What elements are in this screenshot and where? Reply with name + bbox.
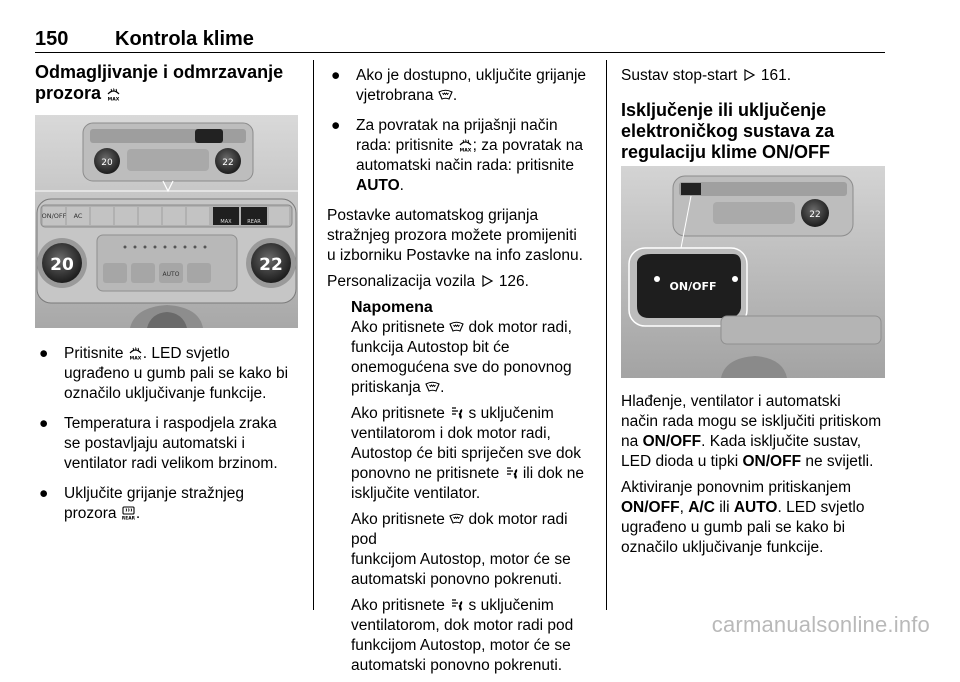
fan-icon [449, 406, 464, 420]
note-paragraph: Ako pritisnete dok motor radi pod funkcijom Autostop, motor će se automatski ponovno pokrenuti. [351, 511, 571, 588]
note-paragraph: Ako pritisnete s uključenim ventilatorom i dok motor radi, Autostop će biti spriječen sve dok ponovno ne pritisnete ili dok ne isključite ventilator. [351, 405, 585, 502]
list-item: ● Temperatura i raspodjela zraka se postavljaju automatski i ventilator radi velikom brzinom. [39, 415, 278, 472]
photo-onoff-label: ON/OFF [669, 280, 717, 293]
page-reference-arrow-icon [742, 68, 757, 82]
heated-windscreen-icon [449, 512, 464, 526]
windscreen-defrost-max-icon [128, 346, 143, 360]
heated-windscreen-icon [449, 320, 464, 334]
photo-temp-right: 22 [809, 210, 821, 220]
panel-temp-left: 20 [50, 255, 74, 275]
paragraph: Personalizacija vozila 126. [327, 273, 529, 290]
windscreen-defrost-max-icon [106, 87, 121, 101]
header-rule [35, 52, 885, 53]
panel-temp-right: 22 [259, 255, 283, 275]
note-title: Napomena [351, 299, 433, 316]
fan-icon [504, 466, 519, 480]
panel-ac-label: AC [73, 212, 83, 220]
watermark: carmanualsonline.info [711, 612, 930, 637]
fan-icon [449, 598, 464, 612]
panel-auto-label: AUTO [162, 271, 180, 278]
page-reference-arrow-icon [480, 274, 495, 288]
list-item: ● Ako je dostupno, uključite grijanje vjetrobrana . [331, 67, 587, 104]
heated-windscreen-icon [438, 88, 453, 102]
onoff-button-photo [621, 166, 885, 378]
section-heading-onoff: Isključenje ili uključenje elektroničkog sustava za regulaciju klime ON/OFF [621, 100, 835, 162]
panel-onoff-label: ON/OFF [41, 212, 67, 220]
panel-max-label: MAX [220, 219, 232, 225]
note-paragraph: Ako pritisnete dok motor radi, funkcija Autostop bit će onemogućena sve do ponovnog pritiskanja . [351, 319, 572, 396]
column-divider-2 [606, 60, 607, 610]
panel-temp-right-small: 22 [222, 158, 234, 168]
page-header [35, 28, 885, 53]
heated-windscreen-icon [425, 380, 440, 394]
climate-panel-photo [35, 115, 298, 328]
paragraph: Postavke automatskog grijanja stražnjeg prozora možete promijeniti u izborniku Postavke na info zaslonu. [327, 207, 583, 264]
chapter-title: Kontrola klime [115, 28, 254, 50]
list-item: ● Pritisnite . LED svjetlo ugrađeno u gumb pali se kako bi označilo uključivanje funkcije. [39, 345, 289, 402]
paragraph: Aktiviranje ponovnim pritiskanjem ON/OFF, A/C ili AUTO. LED svjetlo ugrađeno u gumb pali se kako bi označilo uključivanje funkcije. [621, 479, 865, 556]
panel-rear-label: REAR [247, 219, 261, 225]
column-2 [327, 66, 597, 682]
column-3 [621, 66, 891, 171]
list-item: ● Za povratak na prijašnji način rada: pritisnite ; za povratak na automatski način rada: pritisnite AUTO. [331, 117, 583, 194]
list-item: ● Uključite grijanje stražnjeg prozora . [39, 485, 245, 522]
column-1-bullets [35, 344, 303, 534]
panel-temp-left-small: 20 [101, 158, 113, 168]
note-block [327, 298, 597, 676]
windscreen-defrost-max-icon [458, 138, 473, 152]
section-heading-defrost: Odmagljivanje i odmrzavanje prozora [35, 62, 284, 103]
column-3-text [621, 392, 891, 564]
rear-window-defrost-icon [121, 506, 136, 520]
page-number: 150 [35, 28, 69, 50]
paragraph: Sustav stop-start 161. [621, 67, 792, 84]
column-divider-1 [313, 60, 314, 610]
column-1 [35, 62, 300, 112]
paragraph: Hlađenje, ventilator i automatski način rada mogu se isključiti pritiskom na ON/OFF. Kada isključite sustav, LED dioda u tipki ON/OFF ne svijetli. [621, 393, 882, 470]
note-paragraph: Ako pritisnete s uključenim ventilatorom, dok motor radi pod funkcijom Autostop, motor će se automatski ponovno pokrenuti. [351, 597, 574, 674]
